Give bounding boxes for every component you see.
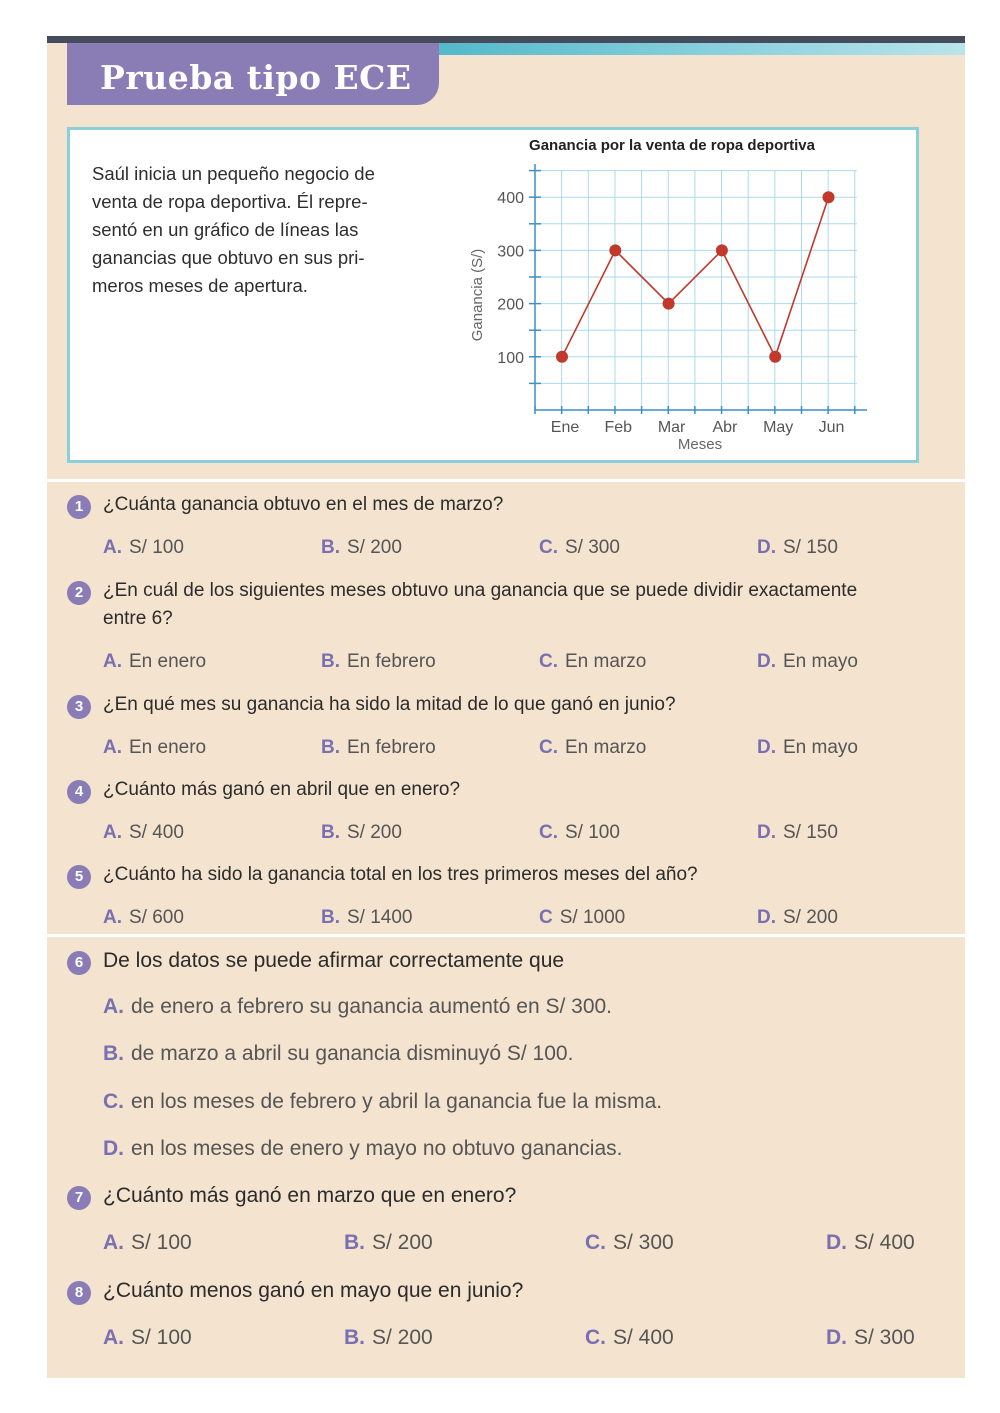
option-letter: C. — [539, 822, 558, 843]
option-letter: A. — [103, 537, 122, 558]
intro-line: ganancias que obtuvo en sus pri- — [92, 247, 365, 268]
option-letter: D. — [757, 822, 776, 843]
answer-option[interactable] — [539, 537, 620, 559]
option-text: S/ 300 — [854, 1326, 915, 1349]
top-bar — [47, 36, 965, 43]
option-text: de marzo a abril su ganancia disminuyó S/ 100. — [131, 1042, 574, 1065]
answer-option[interactable] — [103, 1090, 662, 1114]
chart-title: Ganancia por la venta de ropa deportiva — [529, 137, 815, 154]
question-text-continued: entre 6? — [103, 608, 173, 629]
question-text: ¿Cuánto más ganó en abril que en enero? — [103, 779, 461, 800]
option-text: En marzo — [565, 651, 647, 672]
y-tick-label: 200 — [497, 296, 524, 314]
option-text: S/ 200 — [347, 537, 402, 558]
answer-option[interactable] — [757, 651, 858, 673]
option-letter: B. — [344, 1326, 365, 1349]
option-letter: C. — [103, 1090, 124, 1113]
answer-option[interactable] — [103, 1042, 573, 1066]
answer-option[interactable] — [321, 537, 402, 559]
option-letter: D. — [757, 537, 776, 558]
option-letter: B. — [344, 1231, 365, 1254]
question-text: ¿Cuánto ha sido la ganancia total en los tres primeros meses del año? — [103, 864, 698, 885]
option-letter: D. — [103, 1137, 124, 1160]
answer-option[interactable] — [585, 1231, 674, 1255]
option-text: S/ 100 — [131, 1326, 192, 1349]
answer-option[interactable] — [539, 822, 620, 844]
option-letter: C. — [539, 537, 558, 558]
intro-line: sentó en un gráfico de líneas las — [92, 219, 359, 240]
option-text: S/ 300 — [613, 1231, 674, 1254]
option-text: S/ 400 — [129, 822, 184, 843]
page-title: Prueba tipo ECE — [100, 58, 412, 97]
option-text: S/ 1000 — [559, 907, 626, 928]
data-point — [769, 351, 781, 363]
y-axis-label: Ganancia (S/) — [469, 248, 486, 342]
answer-option[interactable] — [103, 737, 206, 759]
option-letter: D. — [826, 1326, 847, 1349]
option-text: En mayo — [783, 651, 858, 672]
answer-option[interactable] — [103, 995, 612, 1019]
question-text: ¿En cuál de los siguientes meses obtuvo una ganancia que se puede dividir exactamente — [103, 580, 858, 601]
data-point — [556, 351, 568, 363]
x-tick-label: Feb — [604, 419, 633, 436]
option-text: S/ 200 — [372, 1231, 433, 1254]
option-text: En mayo — [783, 737, 858, 758]
question-number-badge: 5 — [67, 865, 91, 889]
question-text: ¿En qué mes su ganancia ha sido la mitad de lo que ganó en junio? — [103, 694, 676, 715]
answer-option[interactable] — [539, 651, 646, 673]
option-text: S/ 200 — [783, 907, 838, 928]
x-tick-label: Mar — [657, 419, 686, 436]
option-letter: C. — [539, 737, 558, 758]
answer-option[interactable] — [321, 907, 413, 929]
question-text: ¿Cuánto menos ganó en mayo que en junio? — [103, 1279, 524, 1302]
option-text: En febrero — [347, 737, 436, 758]
question-number-badge: 7 — [67, 1186, 91, 1210]
question-number-badge: 2 — [67, 581, 91, 605]
data-point — [609, 244, 621, 256]
y-tick-label: 400 — [497, 190, 524, 208]
profit-line-chart — [455, 130, 875, 455]
answer-option[interactable] — [757, 537, 838, 559]
answer-option[interactable] — [344, 1231, 433, 1255]
option-text: S/ 1400 — [347, 907, 413, 928]
answer-option[interactable] — [103, 651, 206, 673]
option-text: S/ 200 — [372, 1326, 433, 1349]
option-text: En marzo — [565, 737, 647, 758]
question-number-badge: 6 — [67, 951, 91, 975]
answer-option[interactable] — [321, 822, 402, 844]
option-letter: B. — [321, 822, 340, 843]
answer-option[interactable] — [321, 737, 436, 759]
data-point — [716, 244, 728, 256]
option-text: S/ 400 — [613, 1326, 674, 1349]
x-tick-label: Abr — [712, 419, 738, 436]
answer-option[interactable] — [103, 822, 184, 844]
answer-option[interactable] — [103, 537, 184, 559]
answer-option[interactable] — [103, 907, 184, 929]
option-text: En enero — [129, 651, 207, 672]
answer-option[interactable] — [585, 1326, 674, 1350]
answer-option[interactable] — [539, 907, 625, 929]
question-text: De los datos se puede afirmar correctamente que — [103, 949, 565, 972]
option-letter: C. — [585, 1326, 606, 1349]
question-text: ¿Cuánto más ganó en marzo que en enero? — [103, 1184, 517, 1207]
intro-line: Saúl inicia un pequeño negocio de — [92, 163, 375, 184]
option-letter: A. — [103, 737, 122, 758]
option-text: S/ 100 — [129, 537, 184, 558]
answer-option[interactable] — [826, 1326, 915, 1350]
answer-option[interactable] — [757, 822, 838, 844]
option-text: En febrero — [347, 651, 436, 672]
y-tick-label: 300 — [497, 243, 524, 261]
option-letter: B. — [321, 537, 340, 558]
x-tick-label: May — [763, 419, 794, 436]
answer-option[interactable] — [321, 651, 436, 673]
answer-option[interactable] — [757, 907, 838, 929]
section-divider — [47, 934, 965, 937]
data-point — [663, 298, 675, 310]
option-letter: B. — [321, 737, 340, 758]
answer-option[interactable] — [826, 1231, 915, 1255]
option-text: en los meses de enero y mayo no obtuvo ganancias. — [131, 1137, 623, 1160]
option-letter: C. — [539, 651, 558, 672]
option-letter: C. — [585, 1231, 606, 1254]
answer-option[interactable] — [103, 1137, 622, 1161]
intro-line: venta de ropa deportiva. Él repre- — [92, 191, 368, 212]
option-text: S/ 200 — [347, 822, 402, 843]
intro-text — [92, 160, 412, 300]
option-letter: A. — [103, 995, 124, 1018]
option-letter: A. — [103, 1231, 124, 1254]
option-text: En enero — [129, 737, 207, 758]
option-letter: D. — [757, 651, 776, 672]
question-number-badge: 8 — [67, 1281, 91, 1305]
question-number-badge: 3 — [67, 695, 91, 719]
option-letter: D. — [757, 737, 776, 758]
header-band — [430, 43, 965, 55]
option-text: S/ 600 — [129, 907, 184, 928]
option-text: S/ 150 — [783, 822, 838, 843]
section-divider — [47, 479, 965, 482]
question-number-badge: 1 — [67, 495, 91, 519]
data-point — [823, 191, 835, 203]
option-letter: B. — [103, 1042, 124, 1065]
option-letter: B. — [321, 907, 340, 928]
option-letter: D. — [826, 1231, 847, 1254]
option-letter: A. — [103, 651, 122, 672]
option-letter: A. — [103, 907, 122, 928]
answer-option[interactable] — [757, 737, 858, 759]
option-text: S/ 100 — [131, 1231, 192, 1254]
option-letter: A. — [103, 1326, 124, 1349]
x-axis-label: Meses — [677, 436, 723, 453]
question-number-badge: 4 — [67, 780, 91, 804]
option-text: de enero a febrero su ganancia aumentó en S/ 300. — [131, 995, 613, 1018]
option-text: en los meses de febrero y abril la ganancia fue la misma. — [131, 1090, 663, 1113]
answer-option[interactable] — [344, 1326, 433, 1350]
option-text: S/ 300 — [565, 537, 620, 558]
intro-line: meros meses de apertura. — [92, 275, 308, 296]
question-text: ¿Cuánta ganancia obtuvo en el mes de marzo? — [103, 494, 504, 515]
option-letter: B. — [321, 651, 340, 672]
y-tick-label: 100 — [497, 349, 524, 367]
option-letter: C — [539, 907, 553, 928]
x-tick-label: Jun — [818, 419, 845, 436]
answer-option[interactable] — [103, 1231, 192, 1255]
option-letter: D. — [757, 907, 776, 928]
option-text: S/ 400 — [854, 1231, 915, 1254]
x-tick-label: Ene — [550, 419, 580, 436]
option-text: S/ 100 — [565, 822, 620, 843]
answer-option[interactable] — [103, 1326, 192, 1350]
option-text: S/ 150 — [783, 537, 838, 558]
answer-option[interactable] — [539, 737, 646, 759]
option-letter: A. — [103, 822, 122, 843]
